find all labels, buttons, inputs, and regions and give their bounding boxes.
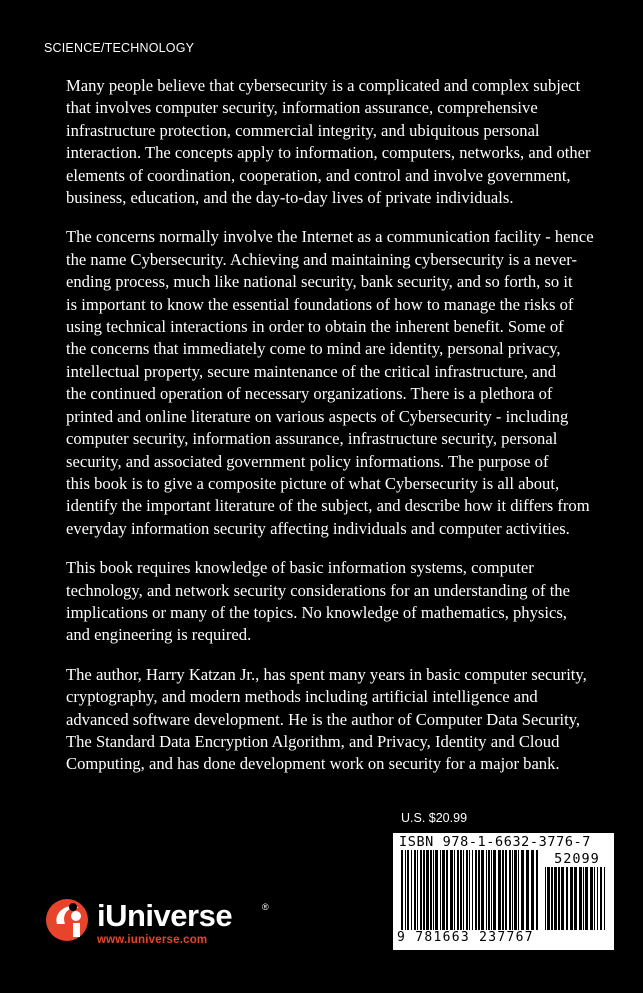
text-line: implications or many of the topics. No knowledge of mathematics, physics, xyxy=(66,602,567,622)
text-line: security, and associated government policy informations. The purpose of xyxy=(66,451,549,471)
isbn-label: ISBN 978-1-6632-3776-7 xyxy=(399,834,592,850)
text-line: everyday information security affecting individuals and computer activities. xyxy=(66,518,570,538)
text-line: computer security, information assurance, infrastructure security, personal xyxy=(66,429,558,449)
back-cover-description xyxy=(66,75,610,793)
text-line: the name Cybersecurity. Achieving and maintaining cybersecurity is a never- xyxy=(66,249,577,269)
text-line: and engineering is required. xyxy=(66,625,252,645)
text-line: ending process, much like national security, bank security, and so forth, so it xyxy=(66,272,573,292)
text-line: is important to know the essential foundations of how to manage the risks of xyxy=(66,294,574,314)
text-line: identify the important literature of the subject, and describe how it differs from xyxy=(66,496,590,516)
text-line: The concerns normally involve the Internet as a communication facility - hence xyxy=(66,227,594,247)
paragraph-2 xyxy=(66,226,610,540)
text-line: cryptography, and modern methods including artificial intelligence and xyxy=(66,687,538,707)
text-line: the continued operation of necessary organizations. There is a plethora of xyxy=(66,384,553,404)
ean-barcode-bars xyxy=(401,850,541,930)
ean-digits: 9 781663 237767 xyxy=(397,930,534,945)
text-line: technology, and network security considerations for an understanding of the xyxy=(66,580,570,600)
text-line: infrastructure protection, commercial integrity, and ubiquitous personal xyxy=(66,120,540,140)
publisher-name: iUniverse xyxy=(97,898,233,933)
text-line: the concerns that immediately come to mind are identity, personal privacy, xyxy=(66,339,561,359)
text-line: printed and online literature on various aspects of Cybersecurity - including xyxy=(66,406,569,426)
publisher-logo xyxy=(43,894,269,951)
supplement-barcode-bars xyxy=(545,867,609,930)
text-line: this book is to give a composite picture of what Cybersecurity is all about, xyxy=(66,473,560,493)
text-line: business, education, and the day-to-day lives of private individuals. xyxy=(66,188,514,208)
text-line: interaction. The concepts apply to information, computers, networks, and other xyxy=(66,143,591,163)
text-line: Computing, and has done development work on security for a major bank. xyxy=(66,754,560,774)
text-line: Many people believe that cybersecurity is a complicated and complex subject xyxy=(66,76,581,95)
isbn-barcode xyxy=(393,833,614,950)
price-supplement-number: 52099 xyxy=(554,851,600,867)
text-line: This book requires knowledge of basic information systems, computer xyxy=(66,558,534,578)
text-line: elements of coordination, cooperation, and control and involve government, xyxy=(66,165,571,185)
price-label: U.S. $20.99 xyxy=(401,811,468,825)
paragraph-3 xyxy=(66,557,610,647)
text-line: intellectual property, secure maintenance of the critical infrastructure, and xyxy=(66,361,557,381)
publisher-url: www.iuniverse.com xyxy=(97,934,208,946)
text-line: using technical interactions in order to obtain the inherent benefit. Some of xyxy=(66,317,564,337)
paragraph-1 xyxy=(66,75,610,209)
paragraph-4 xyxy=(66,664,610,776)
iuniverse-swirl-icon xyxy=(43,894,95,946)
text-line: advanced software development. He is the author of Computer Data Security, xyxy=(66,709,581,729)
registered-mark: ® xyxy=(262,902,269,912)
text-line: The author, Harry Katzan Jr., has spent many years in basic computer security, xyxy=(66,664,587,684)
text-line: The Standard Data Encryption Algorithm, and Privacy, Identity and Cloud xyxy=(66,731,560,751)
category-label: SCIENCE/TECHNOLOGY xyxy=(44,41,195,55)
text-line: that involves computer security, information assurance, comprehensive xyxy=(66,98,538,118)
